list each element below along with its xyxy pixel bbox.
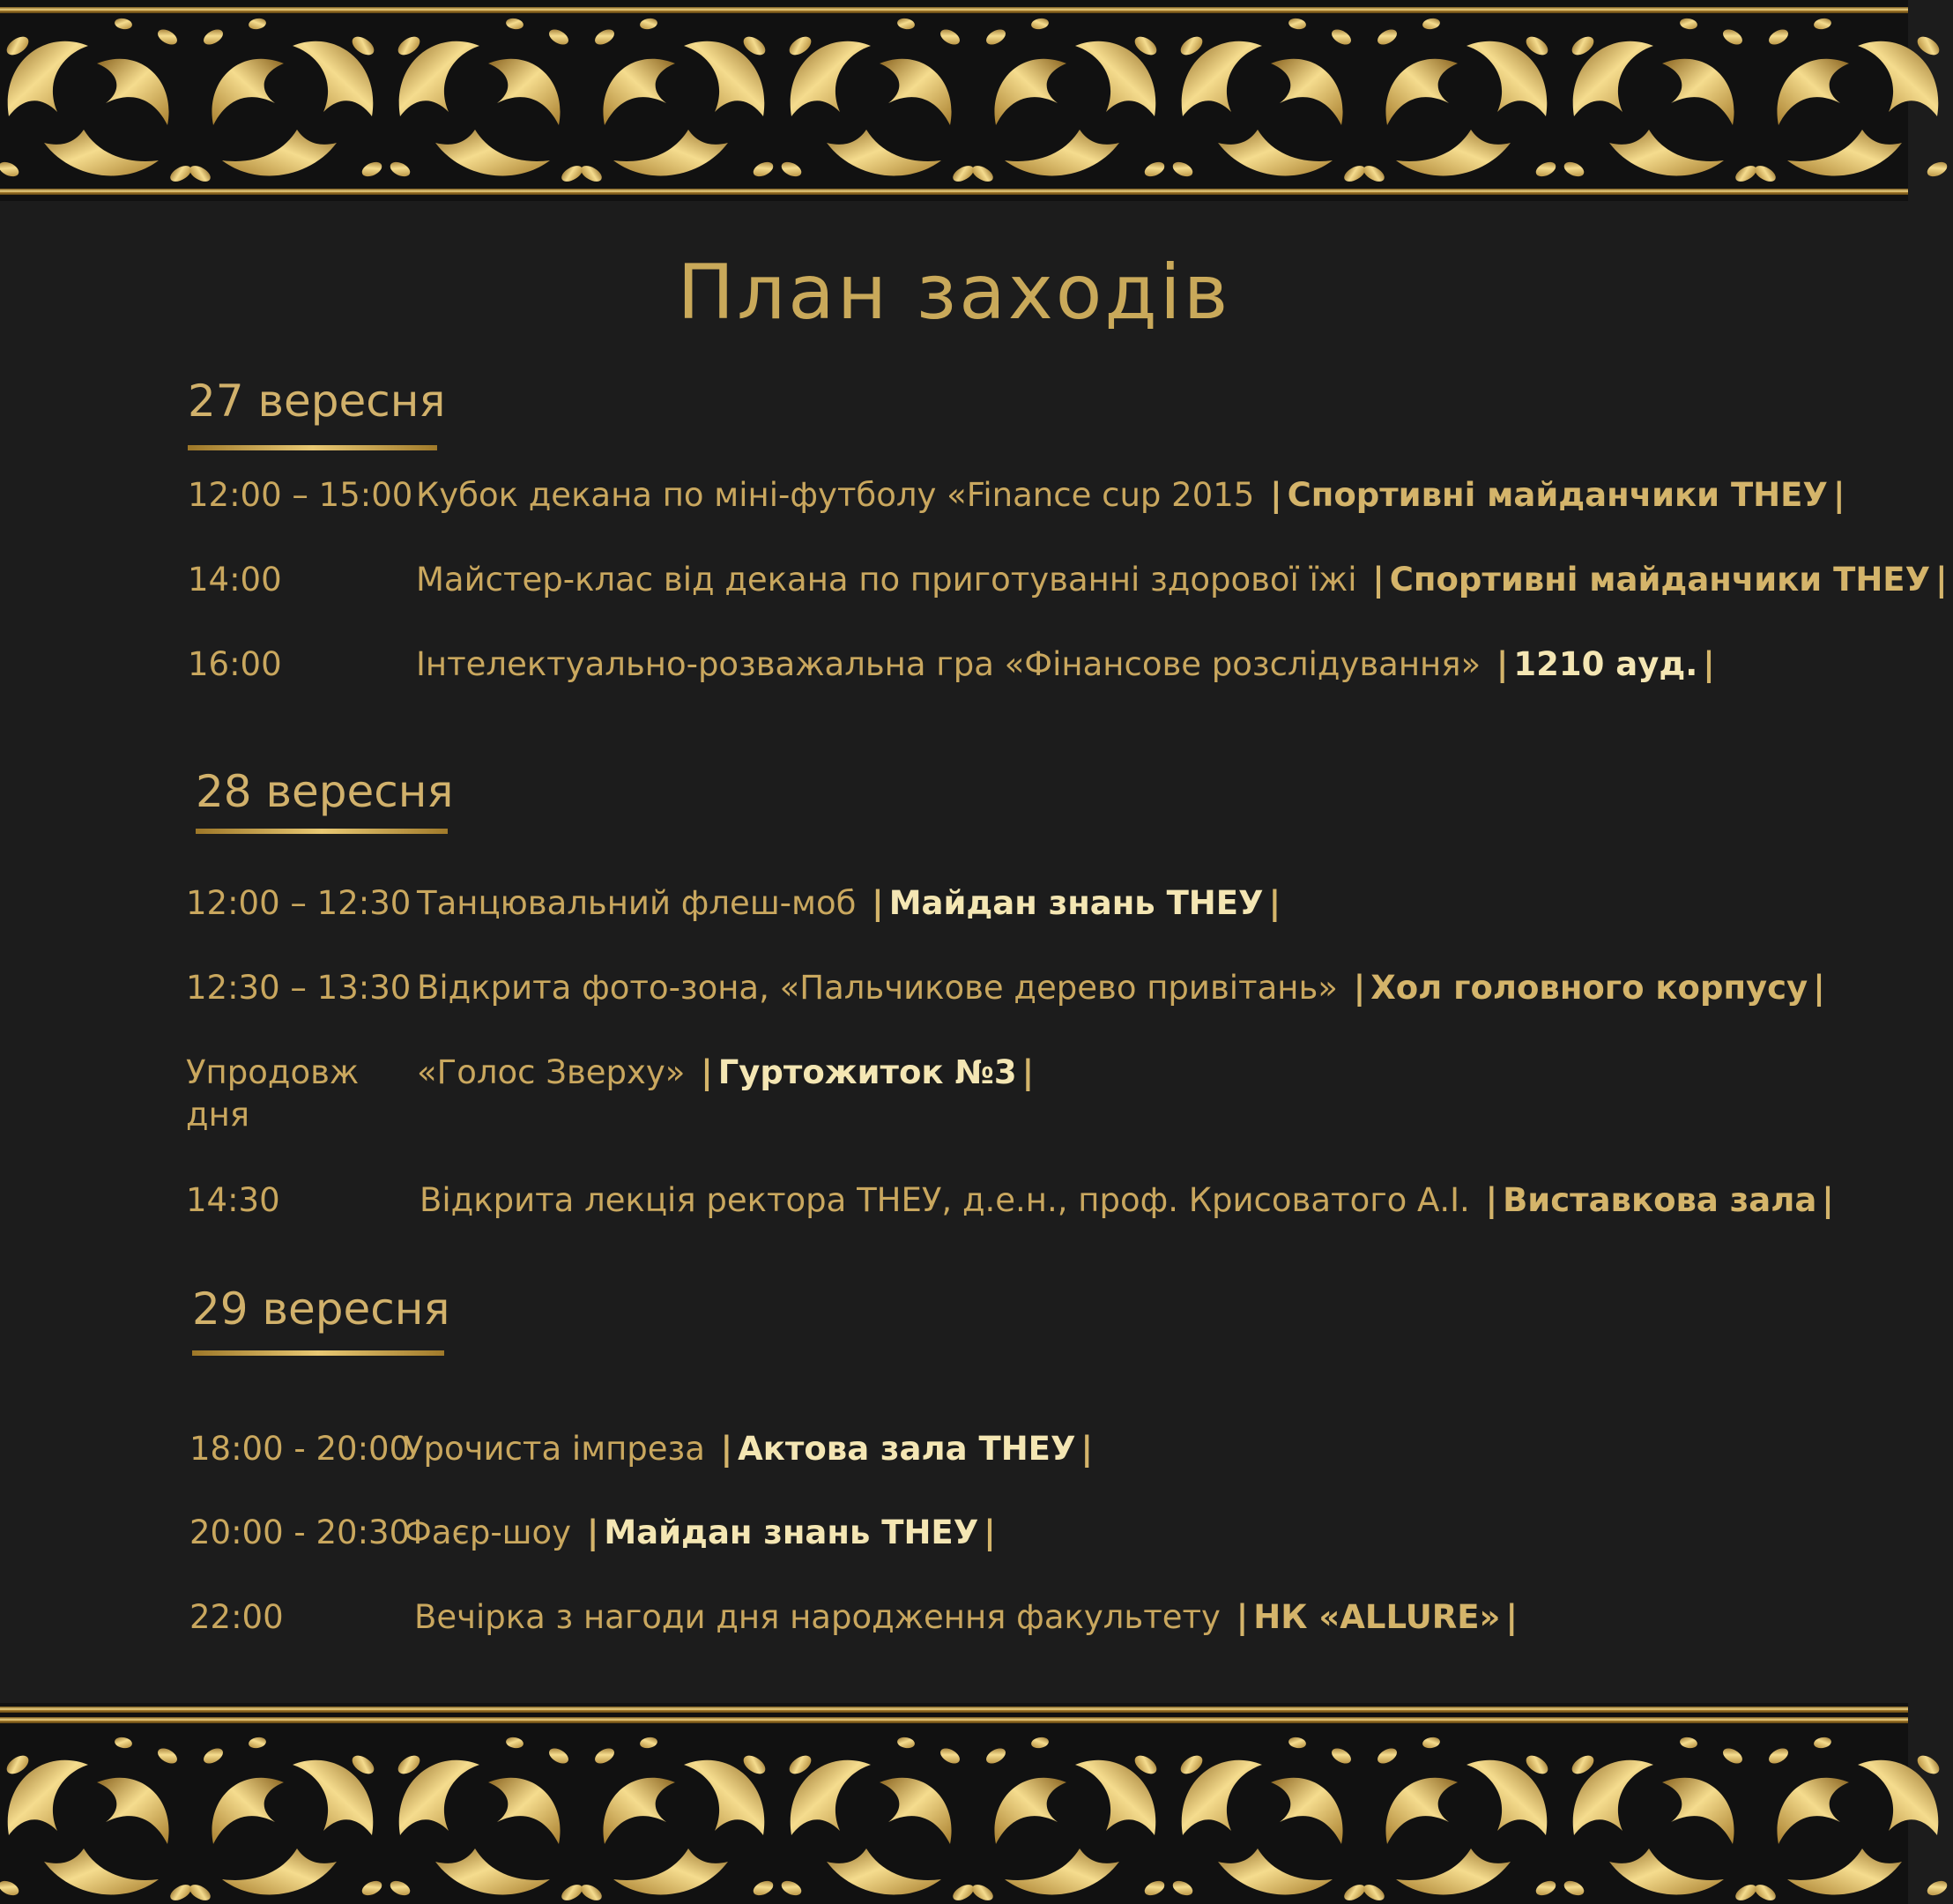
separator: | xyxy=(1080,1430,1093,1468)
event-name: Кубок декана по міні-футболу «Finance cup 2015 xyxy=(416,476,1255,514)
event-name: Танцювальний флеш-моб xyxy=(417,884,857,922)
event-time-continued: дня xyxy=(186,1096,250,1134)
event-time: Упродовж xyxy=(186,1053,360,1091)
floral-motif-icon xyxy=(1361,1736,1558,1903)
floral-motif-icon xyxy=(388,17,585,184)
separator: | xyxy=(1703,645,1715,683)
event-time: 18:00 - 20:00 xyxy=(189,1430,411,1468)
day-heading: 29 вересня xyxy=(192,1283,450,1335)
event-text xyxy=(417,884,1286,922)
event-location: НК «ALLURE» xyxy=(1253,1598,1501,1636)
event-time: 16:00 xyxy=(188,645,282,683)
separator: | xyxy=(1485,1181,1498,1219)
event-text xyxy=(417,969,1830,1007)
event-text xyxy=(420,1181,1839,1219)
event-text xyxy=(404,1430,1098,1468)
separator: | xyxy=(720,1430,733,1468)
event-name: Урочиста імпреза xyxy=(404,1430,705,1468)
floral-motif-icon xyxy=(0,1736,194,1903)
floral-ornament-icon xyxy=(0,1703,1908,1904)
event-location: Актова зала ТНЕУ xyxy=(738,1430,1076,1468)
event-location: Виставкова зала xyxy=(1503,1181,1817,1219)
event-name: Інтелектуально-розважальна гра «Фінансове розслідування» xyxy=(416,645,1481,683)
day-underline xyxy=(192,1350,444,1356)
separator: | xyxy=(1270,476,1282,514)
event-time: 14:00 xyxy=(188,561,282,599)
event-location: Хол головного корпусу xyxy=(1370,969,1808,1007)
floral-motif-icon xyxy=(1170,1736,1368,1903)
event-time: 12:30 – 13:30 xyxy=(186,969,412,1007)
separator: | xyxy=(1935,561,1948,599)
floral-motif-icon xyxy=(1752,1736,1949,1903)
event-time: 12:00 – 12:30 xyxy=(186,884,412,922)
event-name: Фаєр-шоу xyxy=(404,1514,572,1551)
page-title: План заходів xyxy=(677,249,1231,337)
floral-motif-icon xyxy=(578,1736,776,1903)
floral-motif-icon xyxy=(187,1736,384,1903)
gold-divider xyxy=(0,1707,1908,1713)
separator: | xyxy=(1813,969,1825,1007)
event-text xyxy=(416,645,1720,683)
floral-motif-icon xyxy=(779,17,976,184)
event-name: «Голос Зверху» xyxy=(417,1053,686,1091)
floral-motif-icon xyxy=(1170,17,1368,184)
separator: | xyxy=(586,1514,599,1551)
separator: | xyxy=(1832,476,1845,514)
floral-motif-icon xyxy=(969,1736,1167,1903)
day-underline xyxy=(188,445,437,450)
event-time: 12:00 – 15:00 xyxy=(188,476,413,514)
floral-motif-icon xyxy=(779,1736,976,1903)
floral-motif-icon xyxy=(0,17,194,184)
event-location: 1210 ауд. xyxy=(1513,645,1698,683)
event-text xyxy=(416,476,1850,514)
event-time: 20:00 - 20:30 xyxy=(189,1514,411,1551)
gold-divider xyxy=(0,1717,1908,1723)
separator: | xyxy=(1505,1598,1518,1636)
event-name: Вечірка з нагоди дня народження факультету xyxy=(414,1598,1221,1636)
event-time: 14:30 xyxy=(186,1181,280,1219)
floral-motif-icon xyxy=(1562,17,1759,184)
event-name: Відкрита фото-зона, «Пальчикове дерево привітань» xyxy=(417,969,1338,1007)
day-heading: 27 вересня xyxy=(188,376,446,427)
separator: | xyxy=(701,1053,713,1091)
floral-motif-icon xyxy=(388,1736,585,1903)
separator: | xyxy=(1236,1598,1249,1636)
separator: | xyxy=(1496,645,1509,683)
event-name: Майстер-клас від декана по приготуванні здорової їжі xyxy=(416,561,1357,599)
floral-motif-icon xyxy=(1361,17,1558,184)
event-text xyxy=(417,1053,1039,1091)
bottom-ornament-band xyxy=(0,1703,1908,1904)
floral-motif-icon xyxy=(1752,17,1949,184)
event-location: Спортивні майданчики ТНЕУ xyxy=(1389,561,1931,599)
day-heading: 28 вересня xyxy=(196,766,454,817)
separator: | xyxy=(1021,1053,1035,1091)
event-location: Майдан знань ТНЕУ xyxy=(604,1514,979,1551)
separator: | xyxy=(1372,561,1385,599)
gold-divider xyxy=(0,7,1908,13)
floral-motif-icon xyxy=(578,17,776,184)
event-text xyxy=(414,1598,1523,1636)
event-location: Гуртожиток №3 xyxy=(717,1053,1017,1091)
separator: | xyxy=(872,884,884,922)
separator: | xyxy=(1353,969,1366,1007)
separator: | xyxy=(984,1514,996,1551)
separator: | xyxy=(1822,1181,1834,1219)
event-text xyxy=(404,1514,1001,1551)
floral-ornament-icon xyxy=(0,0,1908,201)
event-text xyxy=(416,561,1953,599)
day-underline xyxy=(196,829,448,834)
floral-motif-icon xyxy=(1562,1736,1759,1903)
event-location: Спортивні майданчики ТНЕУ xyxy=(1287,476,1828,514)
event-time: 22:00 xyxy=(189,1598,284,1636)
event-location: Майдан знань ТНЕУ xyxy=(888,884,1264,922)
floral-motif-icon xyxy=(969,17,1167,184)
floral-motif-icon xyxy=(187,17,384,184)
separator: | xyxy=(1268,884,1281,922)
gold-divider xyxy=(0,189,1908,195)
top-ornament-band xyxy=(0,0,1908,201)
event-name: Відкрита лекція ректора ТНЕУ, д.е.н., проф. Крисоватого А.І. xyxy=(420,1181,1470,1219)
